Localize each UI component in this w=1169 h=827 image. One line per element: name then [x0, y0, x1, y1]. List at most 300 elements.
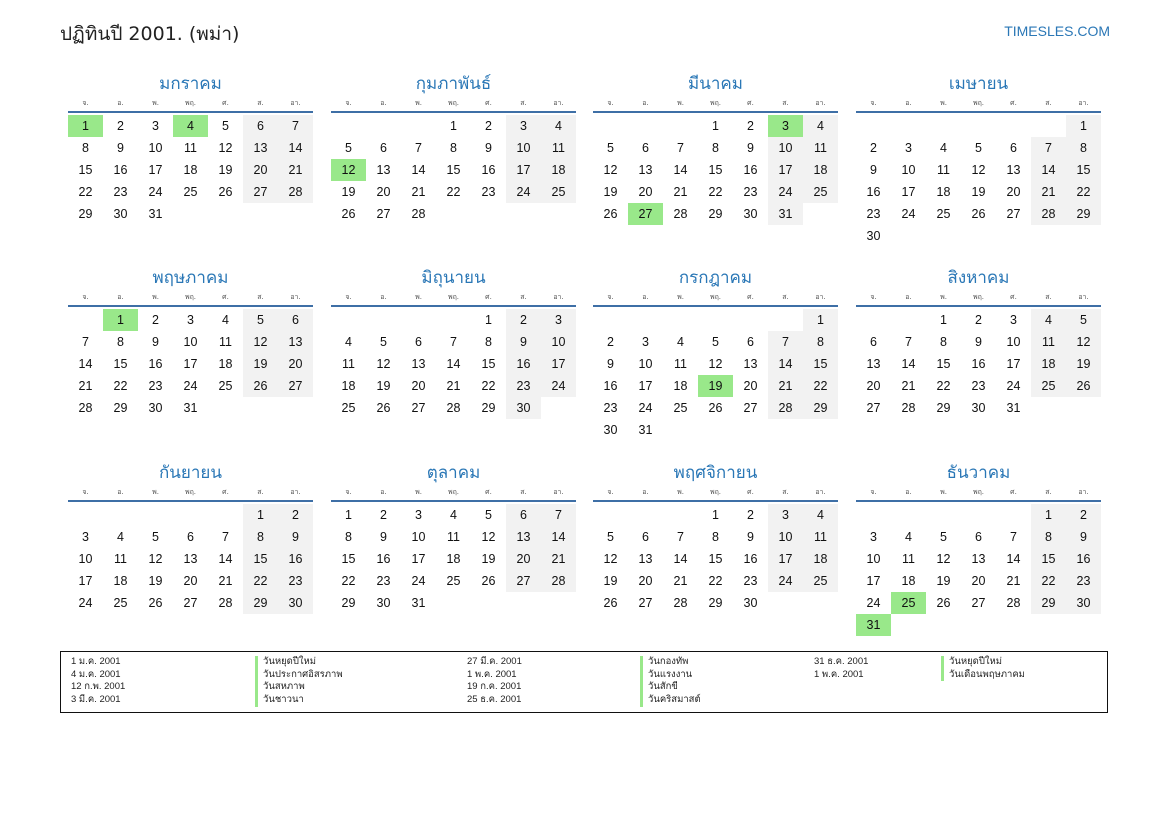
day-cell: 5 [380, 335, 387, 349]
weekday-label: พฤ. [972, 487, 985, 496]
day-cell: 1 [1066, 115, 1101, 137]
day-cell: 14 [1006, 552, 1021, 566]
legend-date: 1 ม.ค. 2001 [71, 656, 121, 667]
legend-holiday-name: วันสักขี [640, 681, 678, 694]
weekday-label: พฤ. [184, 98, 197, 107]
day-cell: 4 [222, 313, 229, 327]
day-cell: 15 [708, 552, 723, 566]
day-cell: 13 [866, 357, 881, 371]
day-cell: 31 [183, 401, 198, 415]
day-cell: 5 [940, 530, 947, 544]
day-cell: 16 [376, 552, 391, 566]
day-cell: 6 [642, 530, 649, 544]
day-cell: 8 [712, 530, 719, 544]
day-cell: 2 [117, 119, 124, 133]
day-grid [331, 115, 576, 225]
day-cell: 17 [768, 159, 803, 181]
day-cell: 29 [1031, 592, 1066, 614]
day-cell: 4 [803, 504, 838, 526]
day-cell: 22 [708, 185, 723, 199]
day-cell: 17 [1006, 357, 1021, 371]
day-cell: 2 [380, 508, 387, 522]
month-block [593, 72, 838, 225]
weekday-label: จ. [345, 487, 352, 496]
day-cell: 3 [905, 141, 912, 155]
day-cell: 26 [708, 401, 723, 415]
day-cell: 10 [638, 357, 653, 371]
legend-date: 3 มี.ค. 2001 [71, 694, 121, 706]
legend-holiday-name: วันกองทัพ [640, 656, 688, 669]
day-cell: 20 [866, 379, 881, 393]
weekday-label: พ. [152, 98, 159, 107]
day-cell: 29 [481, 401, 496, 415]
day-cell: 15 [341, 552, 356, 566]
weekday-label: พฤ. [184, 292, 197, 301]
weekday-label: อา. [815, 98, 826, 107]
day-cell: 11 [447, 530, 460, 544]
day-cell: 29 [1066, 203, 1101, 225]
month-block [68, 266, 313, 419]
day-cell: 6 [187, 530, 194, 544]
weekday-label: จ. [607, 292, 614, 301]
weekday-label: จ. [870, 98, 877, 107]
day-cell: 19 [603, 185, 618, 199]
legend-holiday-name: วันหยุดปีใหม่ [941, 656, 1002, 669]
day-cell: 3 [82, 530, 89, 544]
weekday-label: อา. [290, 98, 301, 107]
day-cell: 24 [411, 574, 426, 588]
day-cell: 8 [712, 141, 719, 155]
month-block [68, 461, 313, 614]
legend-holiday-name: วันชาวนา [255, 694, 304, 707]
empty-cell [593, 309, 628, 331]
day-cell: 11 [184, 141, 197, 155]
legend-holiday-name: วันประกาศอิสรภาพ [255, 669, 343, 682]
empty-cell [401, 309, 436, 331]
empty-cell [68, 309, 103, 331]
day-cell: 30 [866, 229, 881, 243]
day-cell: 30 [971, 401, 986, 415]
day-cell: 17 [541, 353, 576, 375]
empty-cell [401, 115, 436, 137]
day-cell: 5 [152, 530, 159, 544]
empty-cell [891, 115, 926, 137]
day-cell: 3 [506, 115, 541, 137]
day-cell: 19 [481, 552, 496, 566]
weekday-label: อ. [380, 487, 387, 496]
day-cell: 3 [152, 119, 159, 133]
day-cell: 17 [768, 548, 803, 570]
weekday-label: พ. [940, 98, 947, 107]
empty-cell [663, 504, 698, 526]
day-grid [68, 504, 313, 614]
month-block [856, 461, 1101, 636]
site-link[interactable]: TIMESLES.COM [1004, 23, 1110, 39]
day-cell: 29 [243, 592, 278, 614]
day-cell: 19 [148, 574, 163, 588]
day-cell: 18 [183, 163, 198, 177]
weekday-label: อ. [380, 98, 387, 107]
day-cell: 3 [541, 309, 576, 331]
weekday-label: ส. [257, 292, 264, 301]
weekday-label: อา. [553, 292, 564, 301]
day-cell: 13 [506, 526, 541, 548]
weekday-label: อ. [642, 98, 649, 107]
day-cell: 27 [638, 596, 653, 610]
day-cell: 5 [975, 141, 982, 155]
day-cell: 1 [940, 313, 947, 327]
day-cell: 4 [541, 115, 576, 137]
day-cell: 18 [541, 159, 576, 181]
day-cell: 5 [222, 119, 229, 133]
day-cell: 25 [183, 185, 198, 199]
weekday-label: พฤ. [972, 292, 985, 301]
day-cell: 28 [1031, 203, 1066, 225]
day-cell: 16 [1066, 548, 1101, 570]
day-cell: 24 [866, 596, 881, 610]
day-cell: 3 [187, 313, 194, 327]
day-cell: 6 [278, 309, 313, 331]
day-cell: 15 [936, 357, 951, 371]
weekday-label: อ. [905, 292, 912, 301]
day-cell: 25 [936, 207, 951, 221]
day-cell: 12 [481, 530, 496, 544]
day-cell: 18 [113, 574, 128, 588]
day-cell: 12 [376, 357, 391, 371]
day-cell: 20 [743, 379, 758, 393]
day-cell: 11 [937, 163, 950, 177]
empty-cell [663, 115, 698, 137]
day-cell: 10 [768, 137, 803, 159]
day-cell: 23 [148, 379, 163, 393]
day-cell: 13 [743, 357, 758, 371]
weekday-label: ศ. [485, 487, 492, 496]
day-cell: 25 [113, 596, 128, 610]
weekday-label: อา. [553, 98, 564, 107]
month-block [68, 72, 313, 225]
day-cell: 14 [218, 552, 233, 566]
weekday-label: ศ. [747, 98, 754, 107]
day-cell: 4 [450, 508, 457, 522]
day-cell: 23 [376, 574, 391, 588]
day-cell: 26 [148, 596, 163, 610]
day-cell: 29 [708, 207, 723, 221]
day-cell: 12 [218, 141, 233, 155]
day-cell: 13 [278, 331, 313, 353]
legend-date: 19 ก.ค. 2001 [467, 681, 522, 693]
weekday-label: พฤ. [447, 98, 460, 107]
weekday-label: อา. [553, 487, 564, 496]
day-grid [856, 504, 1101, 636]
day-cell: 2 [485, 119, 492, 133]
weekday-label: อา. [1078, 98, 1089, 107]
empty-cell [208, 504, 243, 526]
legend-date: 1 พ.ค. 2001 [814, 668, 864, 680]
day-cell: 29 [113, 401, 128, 415]
month-name: สิงหาคม [947, 268, 1010, 288]
day-cell: 2 [870, 141, 877, 155]
legend-date: 12 ก.พ. 2001 [71, 681, 126, 693]
day-cell: 11 [114, 552, 127, 566]
empty-cell [733, 309, 768, 331]
day-cell: 15 [113, 357, 128, 371]
day-cell: 25 [803, 570, 838, 592]
day-cell: 3 [1010, 313, 1017, 327]
day-cell: 14 [446, 357, 461, 371]
day-cell: 31 [768, 203, 803, 225]
day-cell: 7 [1031, 137, 1066, 159]
day-cell: 25 [541, 181, 576, 203]
weekday-label: ส. [257, 98, 264, 107]
day-cell: 7 [768, 331, 803, 353]
day-cell: 9 [747, 530, 754, 544]
weekday-label: อา. [1078, 292, 1089, 301]
weekday-header [593, 485, 838, 502]
day-cell: 19 [603, 574, 618, 588]
empty-cell [331, 309, 366, 331]
weekday-label: ส. [782, 98, 789, 107]
weekday-label: จ. [82, 487, 89, 496]
day-cell: 17 [506, 159, 541, 181]
month-name: กรกฎาคม [678, 268, 753, 288]
day-cell: 22 [446, 185, 461, 199]
day-cell: 7 [677, 141, 684, 155]
day-cell: 8 [82, 141, 89, 155]
day-cell: 9 [607, 357, 614, 371]
day-cell: 22 [936, 379, 951, 393]
day-cell: 24 [148, 185, 163, 199]
day-cell: 13 [376, 163, 391, 177]
day-cell: 1 [712, 119, 719, 133]
weekday-label: พ. [677, 292, 684, 301]
weekday-label: ส. [1045, 487, 1052, 496]
day-cell: 8 [1066, 137, 1101, 159]
day-cell: 1 [450, 119, 457, 133]
weekday-label: ศ. [1010, 487, 1017, 496]
empty-cell [628, 504, 663, 526]
day-cell: 28 [541, 570, 576, 592]
day-cell: 1 [712, 508, 719, 522]
day-cell: 6 [747, 335, 754, 349]
day-cell: 3 [415, 508, 422, 522]
weekday-label: อา. [815, 487, 826, 496]
weekday-header [856, 485, 1101, 502]
day-cell: 7 [541, 504, 576, 526]
day-cell: 22 [803, 375, 838, 397]
empty-cell [961, 115, 996, 137]
day-cell: 19 [218, 163, 233, 177]
day-cell: 12 [708, 357, 723, 371]
day-cell: 18 [673, 379, 688, 393]
day-cell: 5 [607, 530, 614, 544]
day-cell: 27 [743, 401, 758, 415]
day-cell: 2 [747, 508, 754, 522]
day-cell: 25 [446, 574, 461, 588]
day-cell: 5 [485, 508, 492, 522]
day-cell: 30 [506, 397, 541, 419]
day-cell: 22 [113, 379, 128, 393]
weekday-label: พฤ. [709, 487, 722, 496]
day-cell: 21 [673, 185, 688, 199]
day-cell: 8 [803, 331, 838, 353]
day-cell: 15 [446, 163, 461, 177]
day-cell: 4 [905, 530, 912, 544]
weekday-label: พฤ. [447, 487, 460, 496]
day-cell: 18 [446, 552, 461, 566]
day-cell: 15 [1066, 159, 1101, 181]
day-cell: 16 [113, 163, 128, 177]
day-grid [856, 309, 1101, 419]
weekday-label: อ. [642, 487, 649, 496]
day-cell: 7 [1010, 530, 1017, 544]
day-cell: 3 [870, 530, 877, 544]
empty-cell [173, 504, 208, 526]
day-cell: 10 [411, 530, 426, 544]
day-cell: 21 [411, 185, 426, 199]
day-cell: 1 [803, 309, 838, 331]
day-cell: 28 [901, 401, 916, 415]
month-name: เมษายน [948, 74, 1009, 94]
day-cell: 7 [415, 141, 422, 155]
day-cell: 18 [936, 185, 951, 199]
day-cell: 15 [1031, 548, 1066, 570]
day-cell: 11 [342, 357, 355, 371]
empty-cell [768, 309, 803, 331]
day-cell: 20 [278, 353, 313, 375]
day-cell: 22 [1066, 181, 1101, 203]
weekday-label: พฤ. [709, 292, 722, 301]
day-cell: 17 [638, 379, 653, 393]
weekday-label: ส. [1045, 98, 1052, 107]
day-cell: 29 [708, 596, 723, 610]
day-cell: 22 [708, 574, 723, 588]
day-cell: 26 [218, 185, 233, 199]
legend-holiday-name: วันคริสมาสต์ [640, 694, 701, 707]
day-cell: 15 [78, 163, 93, 177]
day-cell: 12 [148, 552, 163, 566]
day-cell: 16 [506, 353, 541, 375]
day-cell: 13 [638, 163, 653, 177]
day-cell: 13 [638, 552, 653, 566]
day-cell: 26 [376, 401, 391, 415]
month-block [331, 461, 576, 614]
day-cell: 29 [78, 207, 93, 221]
month-block [593, 461, 838, 614]
day-cell: 12 [1066, 331, 1101, 353]
day-cell: 5 [1066, 309, 1101, 331]
day-cell: 23 [481, 185, 496, 199]
holiday-day-cell: 1 [68, 115, 103, 137]
day-cell: 3 [768, 504, 803, 526]
day-grid [593, 309, 838, 441]
weekday-label: จ. [82, 292, 89, 301]
day-cell: 27 [376, 207, 391, 221]
day-cell: 18 [1031, 353, 1066, 375]
weekday-header [331, 485, 576, 502]
weekday-label: ส. [782, 292, 789, 301]
day-cell: 7 [905, 335, 912, 349]
empty-cell [891, 309, 926, 331]
empty-cell [331, 115, 366, 137]
month-name: ตุลาคม [426, 463, 481, 483]
day-cell: 21 [78, 379, 93, 393]
day-grid [68, 115, 313, 225]
day-cell: 6 [1010, 141, 1017, 155]
day-cell: 8 [345, 530, 352, 544]
day-grid [331, 309, 576, 419]
day-cell: 10 [148, 141, 163, 155]
day-cell: 12 [971, 163, 986, 177]
day-cell: 10 [866, 552, 881, 566]
day-cell: 24 [541, 375, 576, 397]
month-name: ธันวาคม [946, 463, 1011, 483]
day-cell: 11 [1031, 331, 1066, 353]
day-cell: 23 [113, 185, 128, 199]
weekday-label: ส. [520, 292, 527, 301]
day-cell: 19 [341, 185, 356, 199]
day-cell: 1 [243, 504, 278, 526]
legend-date: 4 ม.ค. 2001 [71, 668, 121, 680]
holiday-day-cell: 31 [856, 614, 891, 636]
day-cell: 2 [607, 335, 614, 349]
day-cell: 17 [411, 552, 426, 566]
day-cell: 14 [673, 163, 688, 177]
weekday-header [593, 96, 838, 113]
empty-cell [961, 504, 996, 526]
day-cell: 23 [603, 401, 618, 415]
weekday-label: พฤ. [709, 98, 722, 107]
weekday-header [856, 290, 1101, 307]
day-cell: 18 [218, 357, 233, 371]
day-cell: 21 [446, 379, 461, 393]
weekday-label: ศ. [1010, 98, 1017, 107]
day-grid [593, 504, 838, 614]
weekday-label: อ. [117, 292, 124, 301]
day-cell: 17 [901, 185, 916, 199]
day-cell: 30 [743, 596, 758, 610]
day-cell: 14 [1031, 159, 1066, 181]
day-cell: 2 [975, 313, 982, 327]
empty-cell [996, 504, 1031, 526]
weekday-header [68, 96, 313, 113]
empty-cell [628, 309, 663, 331]
day-cell: 14 [901, 357, 916, 371]
day-cell: 6 [506, 504, 541, 526]
day-cell: 8 [485, 335, 492, 349]
day-cell: 8 [1031, 526, 1066, 548]
weekday-label: อา. [290, 292, 301, 301]
day-cell: 28 [1006, 596, 1021, 610]
day-cell: 19 [243, 353, 278, 375]
day-cell: 28 [411, 207, 426, 221]
weekday-label: จ. [345, 98, 352, 107]
day-cell: 10 [541, 331, 576, 353]
day-cell: 26 [341, 207, 356, 221]
day-cell: 20 [183, 574, 198, 588]
month-block [856, 72, 1101, 247]
day-cell: 9 [975, 335, 982, 349]
weekday-label: อ. [380, 292, 387, 301]
day-cell: 27 [506, 570, 541, 592]
holiday-day-cell: 25 [891, 592, 926, 614]
weekday-label: พ. [677, 98, 684, 107]
day-cell: 8 [940, 335, 947, 349]
weekday-label: จ. [870, 292, 877, 301]
day-cell: 2 [747, 119, 754, 133]
day-cell: 11 [902, 552, 915, 566]
day-cell: 4 [803, 115, 838, 137]
weekday-label: อา. [815, 292, 826, 301]
